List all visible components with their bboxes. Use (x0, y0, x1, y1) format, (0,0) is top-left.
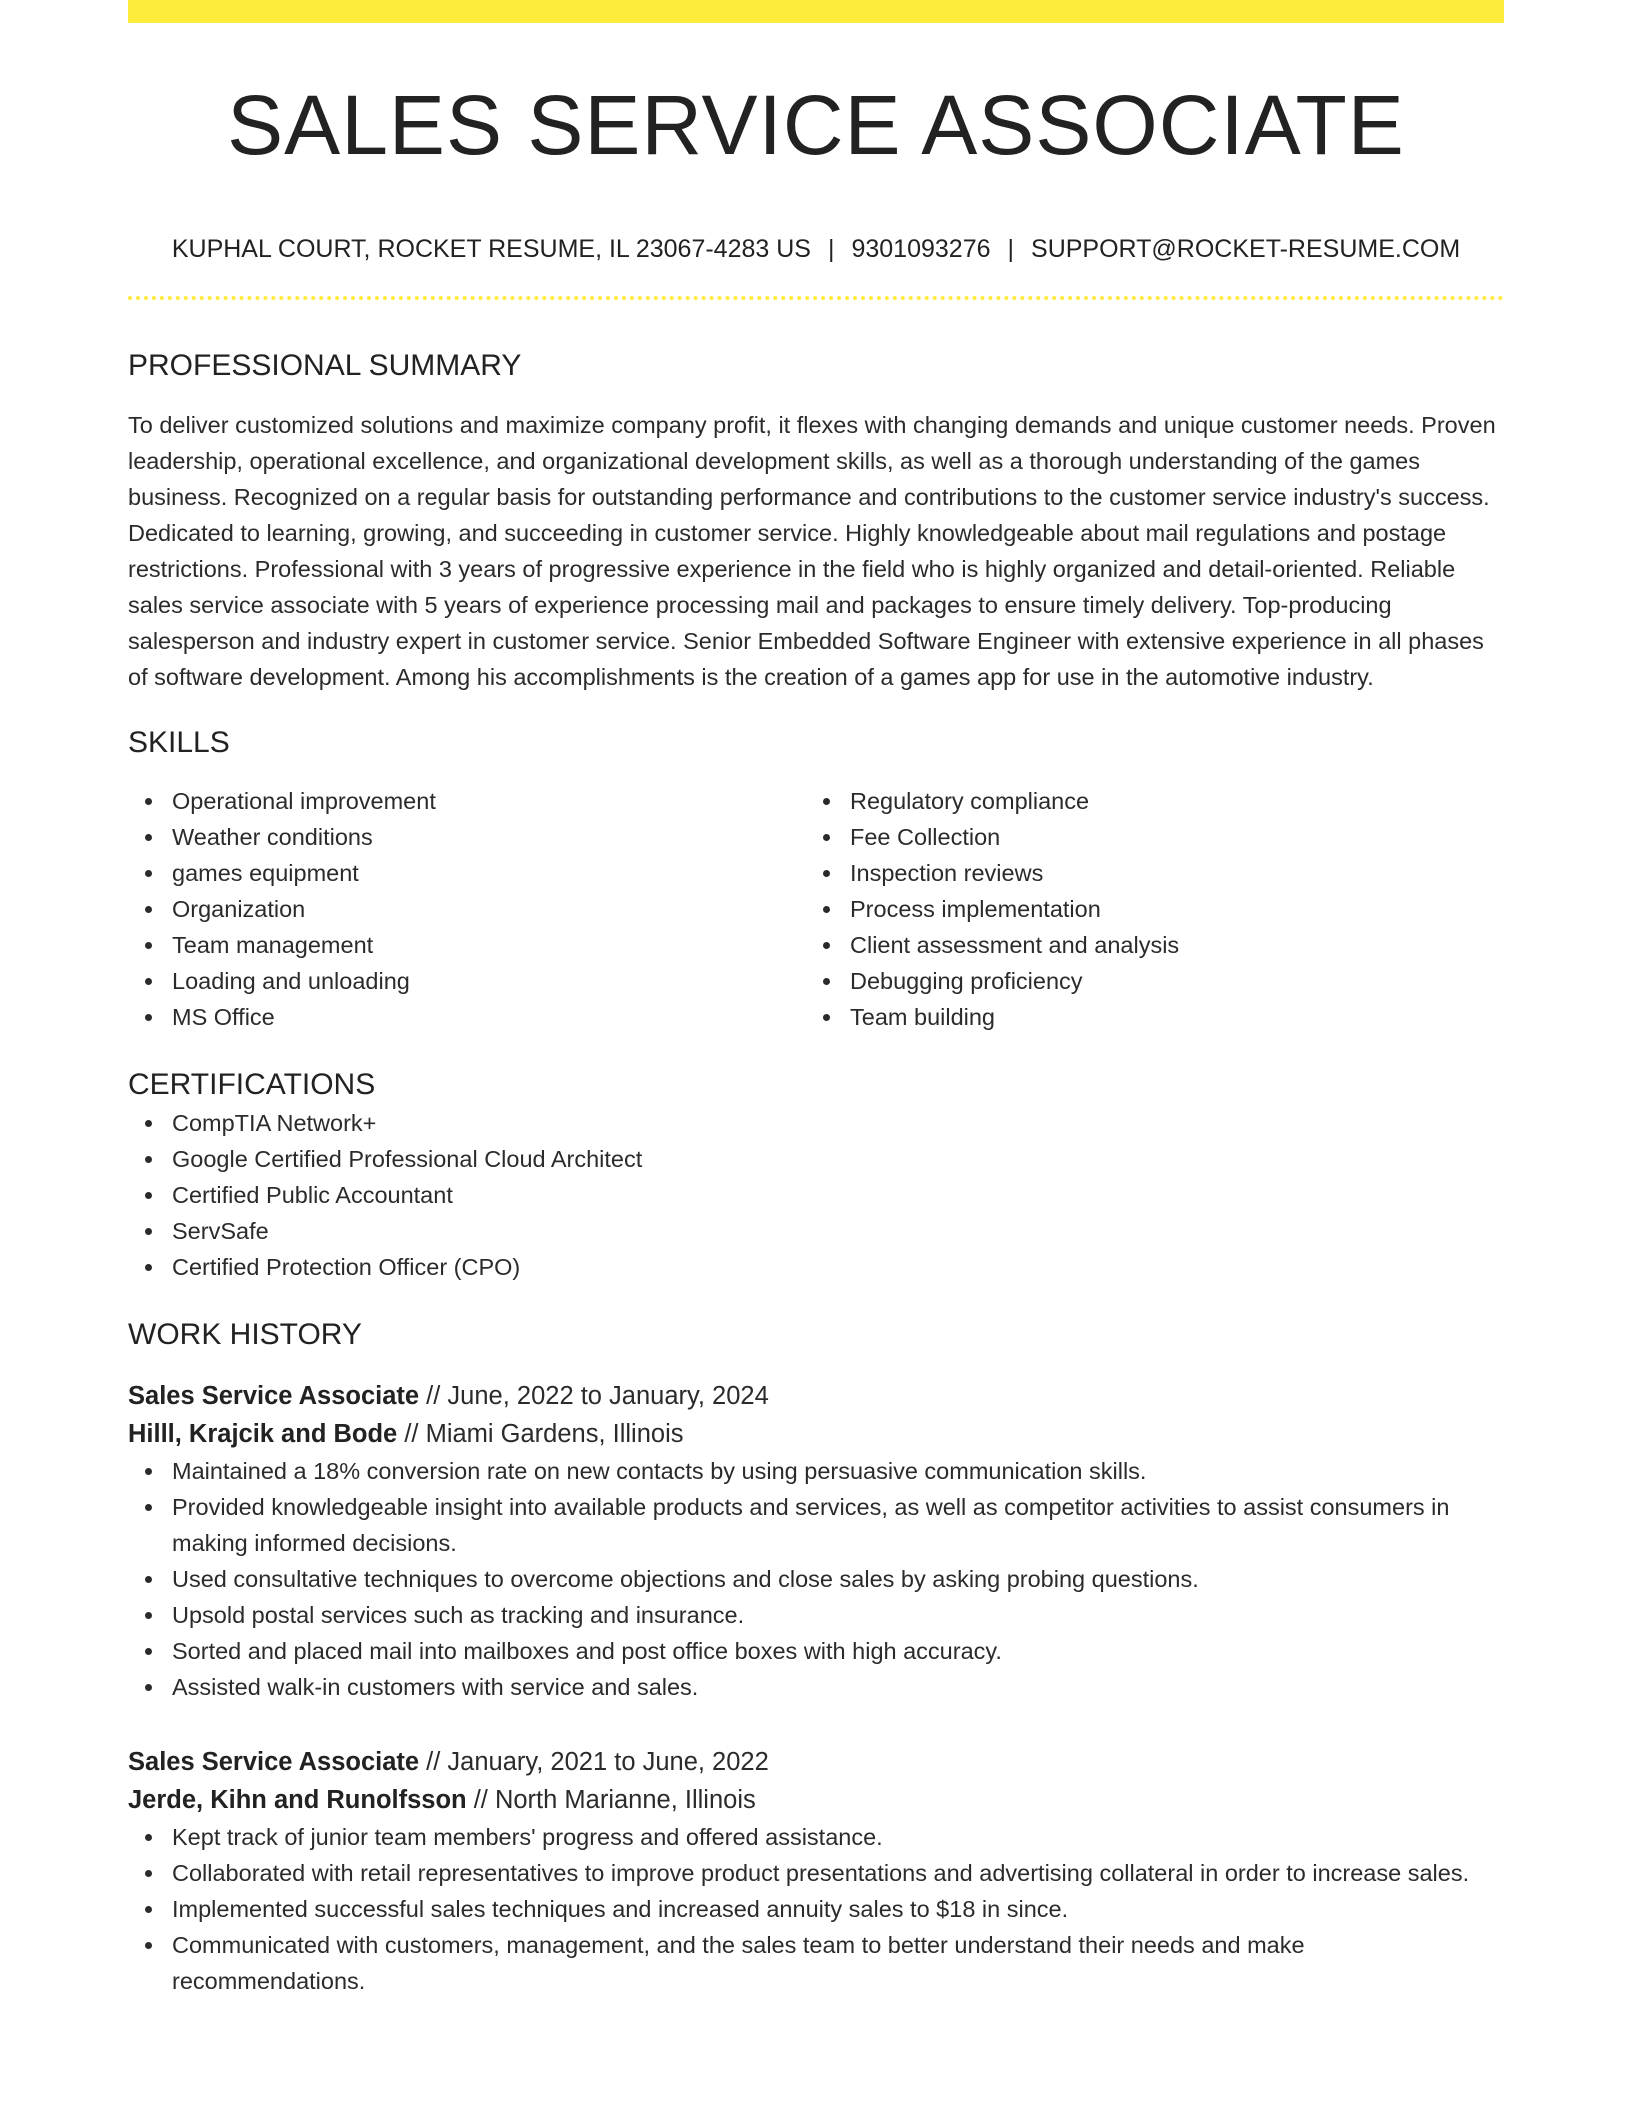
contact-separator: | (827, 235, 835, 263)
job-duty-item: Collaborated with retail representatives to improve product presentations and advertising collateral in order to increase sales. (128, 1855, 1504, 1891)
skill-item: Loading and unloading (128, 963, 806, 999)
work-history-heading: WORK HISTORY (128, 1318, 362, 1351)
header-divider (128, 296, 1504, 300)
skill-item: Inspection reviews (806, 855, 1484, 891)
certifications-heading: CERTIFICATIONS (128, 1068, 376, 1101)
job-dates: // June, 2022 to January, 2024 (419, 1382, 769, 1410)
skill-item: Organization (128, 891, 806, 927)
job-duty-item: Communicated with customers, management, and the sales team to better understand their needs and make recommendations. (128, 1927, 1504, 1999)
contact-email: SUPPORT@ROCKET-RESUME.COM (1031, 235, 1461, 263)
resume-page (128, 0, 1504, 2112)
skill-item: MS Office (128, 999, 806, 1035)
job-duty-item: Upsold postal services such as tracking and insurance. (128, 1597, 1504, 1633)
accent-bar (128, 0, 1504, 23)
job-title-line (128, 1743, 1504, 1781)
job-location: // Miami Gardens, Illinois (397, 1420, 684, 1448)
certification-item: Certified Protection Officer (CPO) (128, 1249, 1504, 1285)
skills-columns (128, 783, 1504, 1035)
job-company: Hilll, Krajcik and Bode (128, 1420, 398, 1448)
contact-address: KUPHAL COURT, ROCKET RESUME, IL 23067-4283 US (171, 235, 811, 263)
summary-heading: PROFESSIONAL SUMMARY (128, 349, 522, 382)
job-duty-item: Implemented successful sales techniques and increased annuity sales to $18 in since. (128, 1891, 1504, 1927)
job-duty-item: Kept track of junior team members' progress and offered assistance. (128, 1819, 1504, 1855)
skill-item: games equipment (128, 855, 806, 891)
job-dates: // January, 2021 to June, 2022 (419, 1748, 769, 1776)
skills-right-list (806, 783, 1484, 1035)
job-duty-item: Sorted and placed mail into mailboxes and post office boxes with high accuracy. (128, 1633, 1504, 1669)
skill-item: Debugging proficiency (806, 963, 1484, 999)
job-title: Sales Service Associate (128, 1748, 420, 1776)
contact-line (128, 233, 1504, 265)
certification-item: CompTIA Network+ (128, 1105, 1504, 1141)
skill-item: Weather conditions (128, 819, 806, 855)
certifications-list (128, 1105, 1504, 1285)
certification-item: ServSafe (128, 1213, 1504, 1249)
contact-phone: 9301093276 (851, 235, 991, 263)
job-duty-item: Maintained a 18% conversion rate on new contacts by using persuasive communication skills. (128, 1453, 1504, 1489)
skills-left-list (128, 783, 806, 1035)
job-title: Sales Service Associate (128, 1382, 420, 1410)
skill-item: Process implementation (806, 891, 1484, 927)
certification-item: Google Certified Professional Cloud Architect (128, 1141, 1504, 1177)
job-company: Jerde, Kihn and Runolfsson (128, 1786, 467, 1814)
job-location: // North Marianne, Illinois (466, 1786, 756, 1814)
summary-text: To deliver customized solutions and maximize company profit, it flexes with changing demands and unique customer needs. Proven leadership, operational excellence, and organizational development skills, as well as a thorough understanding of the games business. Recognized on a regular basis for outstanding performance and contributions to the customer service industry's success. Dedicated to learning, growing, and succeeding in customer service. Highly knowledgeable about mail regulations and postage restrictions. Professional with 3 years of progressive experience in the field who is highly organized and detail-oriented. Reliable sales service associate with 5 years of experience processing mail and packages to ensure timely delivery. Top-producing salesperson and industry expert in customer service. Senior Embedded Software Engineer with extensive experience in all phases of software development. Among his accomplishments is the creation of a games app for use in the automotive industry. (128, 412, 1496, 690)
contact-separator: | (1007, 235, 1015, 263)
skills-heading: SKILLS (128, 726, 230, 759)
skill-item: Operational improvement (128, 783, 806, 819)
job-duty-item: Assisted walk-in customers with service and sales. (128, 1669, 1504, 1705)
skills-left-column (128, 783, 806, 1035)
certification-item: Certified Public Accountant (128, 1177, 1504, 1213)
skill-item: Team building (806, 999, 1484, 1035)
job-duty-item: Used consultative techniques to overcome objections and close sales by asking probing questions. (128, 1561, 1504, 1597)
skill-item: Fee Collection (806, 819, 1484, 855)
job-duty-item: Provided knowledgeable insight into available products and services, as well as competitor activities to assist consumers in making informed decisions. (128, 1489, 1504, 1561)
skill-item: Regulatory compliance (806, 783, 1484, 819)
resume-title: SALES SERVICE ASSOCIATE (227, 78, 1405, 172)
skill-item: Client assessment and analysis (806, 927, 1484, 963)
skills-right-column (806, 783, 1484, 1035)
job-company-line (128, 1781, 1504, 1819)
job-title-line (128, 1377, 1504, 1415)
skill-item: Team management (128, 927, 806, 963)
job-duties-list (128, 1819, 1504, 1999)
job-company-line (128, 1415, 1504, 1453)
job-duties-list (128, 1453, 1504, 1705)
